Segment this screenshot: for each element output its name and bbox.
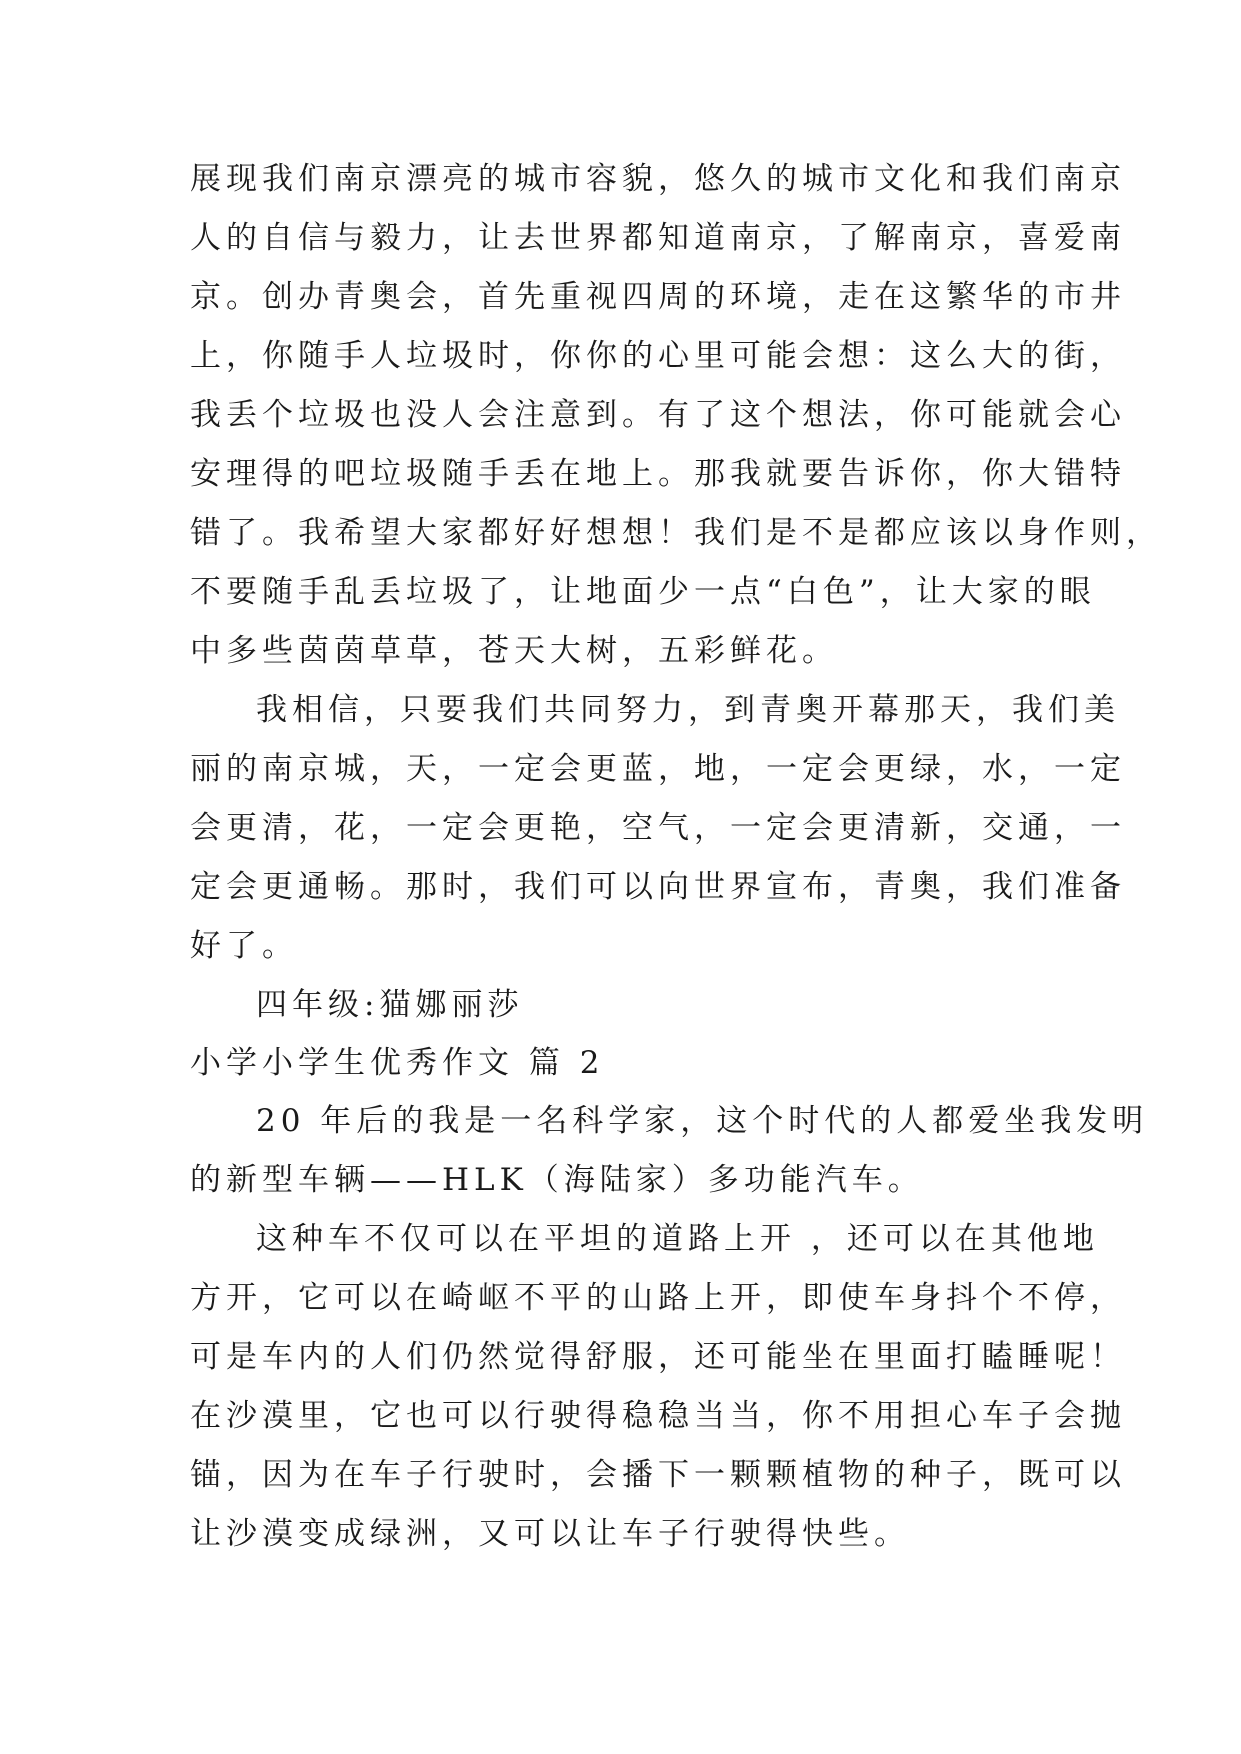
text-line: 好了。	[190, 928, 298, 964]
text-line: 丽的南京城，天，一定会更蓝，地，一定会更绿，水，一定	[190, 751, 1126, 787]
paragraph-start-line: 20 年后的我是一名科学家，这个时代的人都爱坐我发明	[256, 1103, 1149, 1139]
author-signature: 四年级:猫娜丽莎	[256, 987, 524, 1023]
text-line: 锚，因为在车子行驶时，会播下一颗颗植物的种子，既可以	[190, 1457, 1126, 1493]
text-line: 京。创办青奥会，首先重视四周的环境，走在这繁华的市井	[190, 279, 1126, 315]
text-line: 不要随手乱丢垃圾了，让地面少一点“白色”，让大家的眼	[190, 574, 1096, 610]
text-line: 上，你随手人垃圾时，你你的心里可能会想：这么大的街，	[190, 338, 1126, 374]
text-line: 定会更通畅。那时，我们可以向世界宣布，青奥，我们准备	[190, 869, 1126, 905]
text-line: 错了。我希望大家都好好想想！我们是不是都应该以身作则，	[190, 515, 1162, 551]
section-heading: 小学小学生优秀作文 篇 2	[190, 1045, 605, 1081]
text-line: 展现我们南京漂亮的城市容貌，悠久的城市文化和我们南京	[190, 161, 1126, 197]
text-line: 的新型车辆——HLK（海陆家）多功能汽车。	[190, 1162, 924, 1198]
text-line: 方开，它可以在崎岖不平的山路上开，即使车身抖个不停，	[190, 1280, 1126, 1316]
text-line: 让沙漠变成绿洲，又可以让车子行驶得快些。	[190, 1516, 910, 1552]
paragraph-start-line: 这种车不仅可以在平坦的道路上开 ，还可以在其他地	[256, 1221, 1099, 1257]
text-line: 会更清，花，一定会更艳，空气，一定会更清新，交通，一	[190, 810, 1126, 846]
text-line: 安理得的吧垃圾随手丢在地上。那我就要告诉你，你大错特	[190, 456, 1126, 492]
paragraph-start-line: 我相信，只要我们共同努力，到青奥开幕那天，我们美	[256, 692, 1120, 728]
document-body	[190, 150, 1162, 1564]
text-line: 可是车内的人们仍然觉得舒服，还可能坐在里面打瞌睡呢！	[190, 1339, 1126, 1375]
text-line: 在沙漠里，它也可以行驶得稳稳当当，你不用担心车子会抛	[190, 1398, 1126, 1434]
text-line: 我丢个垃圾也没人会注意到。有了这个想法，你可能就会心	[190, 397, 1126, 433]
text-line: 人的自信与毅力，让去世界都知道南京，了解南京，喜爱南	[190, 220, 1126, 256]
text-line: 中多些茵茵草草，苍天大树，五彩鲜花。	[190, 633, 838, 669]
